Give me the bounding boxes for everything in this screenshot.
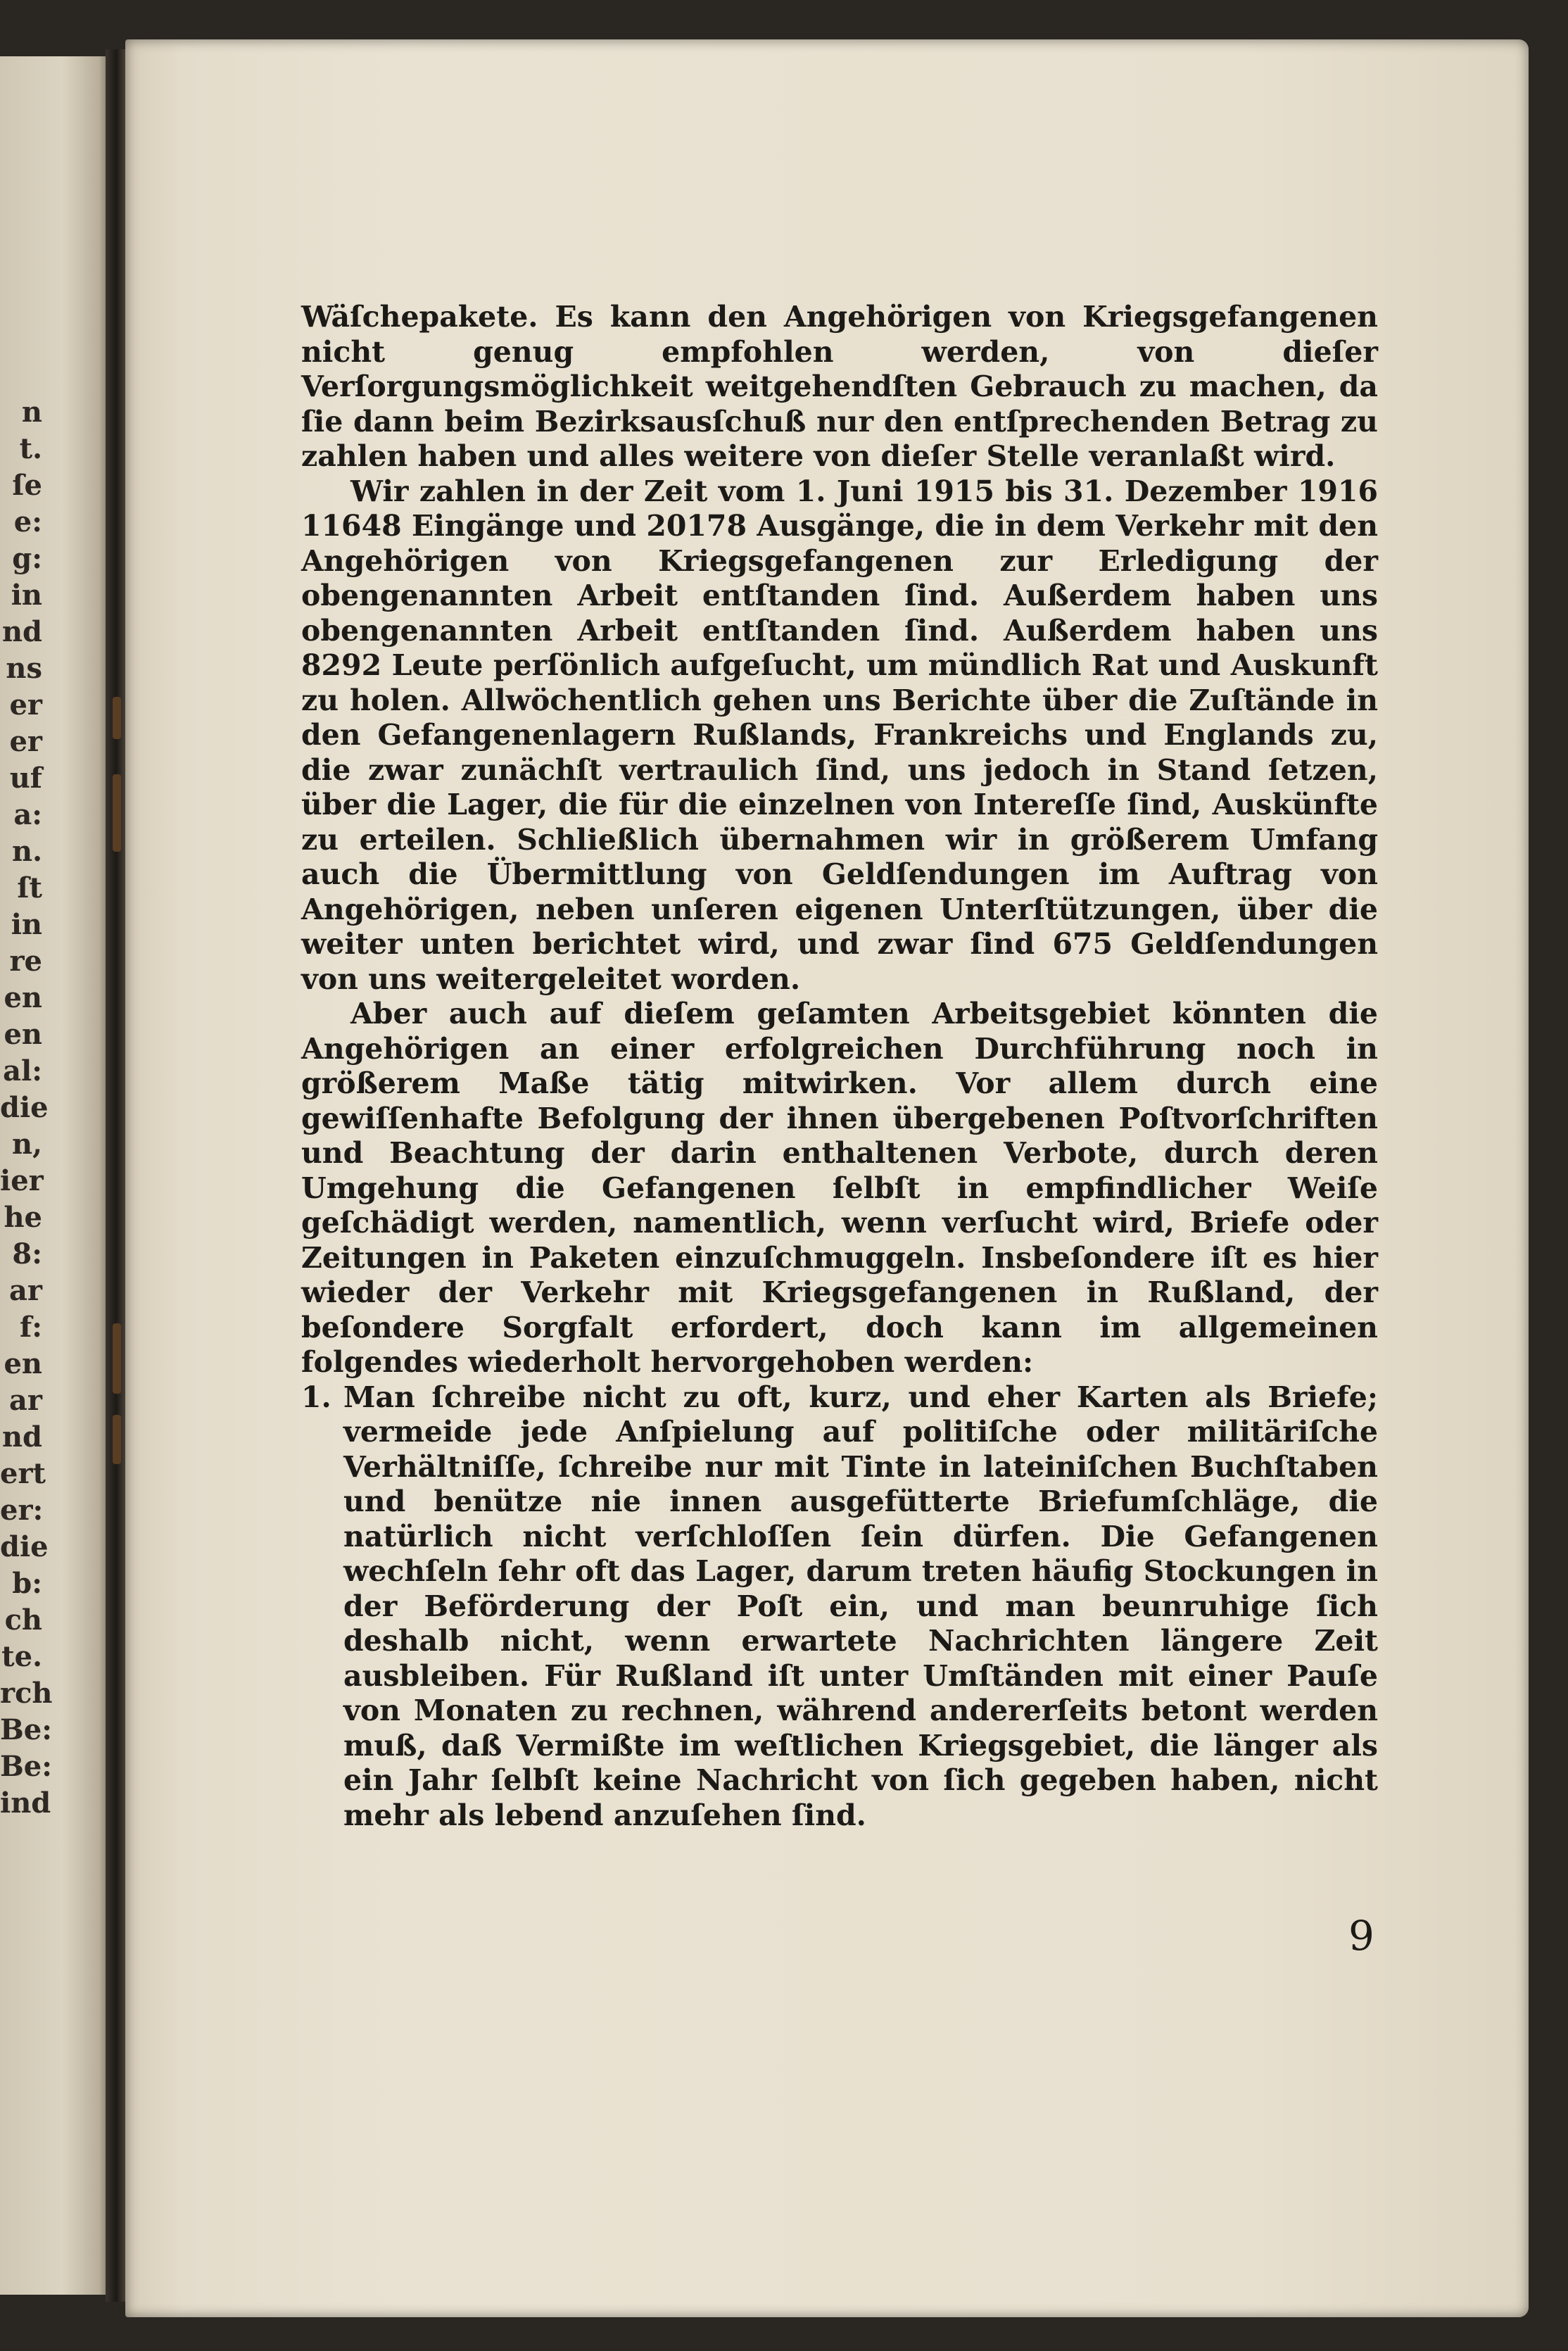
previous-page-fragment: nd — [1, 615, 42, 648]
previous-page-text-fragments — [0, 394, 53, 1822]
binding-thread-mark — [113, 697, 121, 739]
guidelines-list — [301, 1380, 1378, 1834]
previous-page-fragment: er — [9, 725, 42, 758]
previous-page-fragment: 8: — [12, 1237, 42, 1271]
previous-page-fragment: ſt — [17, 871, 42, 905]
previous-page-fragment: e: — [13, 505, 42, 538]
book-gutter — [106, 49, 127, 2302]
previous-page-fragment: he — [4, 1201, 42, 1234]
previous-page-fragment: er: — [0, 1494, 44, 1527]
page-body-text — [301, 300, 1378, 1833]
previous-page-fragment: t. — [19, 432, 42, 465]
previous-page-fragment: n. — [11, 835, 42, 868]
paragraph-statistics: Wir zahlen in der Zeit vom 1. Juni 1915 bis 31. Dezember 1916 11648 Eingänge und 20178 Ausgänge, die in dem Verkehr mit den Angehörigen von Kriegsgefangenen zur Erledigung der obengenannten Arbeit entſtanden ſind. Außerdem haben uns obengenannten Arbeit entſtanden ſind. Außerdem haben uns 8292 Leute perſönlich aufgeſucht, um mündlich Rat und Auskunft zu holen. Allwöchentlich gehen uns Berichte über die Zuſtände in den Gefangenenlagern Rußlands, Frankreichs und Englands zu, die zwar zunächſt vertraulich ſind, uns jedoch in Stand ſetzen, über die Lager, die für die einzelnen von Intereſſe ſind, Auskünfte zu erteilen. Schließlich übernahmen wir in größerem Umfang auch die Übermittlung von Geldſendungen im Auftrag von Angehörigen, neben unſeren eigenen Unterſtützungen, über die weiter unten berichtet wird, und zwar ſind 675 Geldſendungen von uns weitergeleitet worden. — [301, 474, 1378, 996]
list-item-number: 1. — [301, 1380, 331, 1414]
previous-page-fragment: die — [0, 1530, 49, 1563]
previous-page-fragment: ar — [9, 1274, 42, 1307]
previous-page-fragment: in — [11, 579, 42, 612]
previous-page-edge — [0, 56, 113, 2295]
previous-page-fragment: al: — [3, 1054, 42, 1088]
previous-page-fragment: en — [4, 981, 42, 1014]
previous-page-fragment: rch — [0, 1677, 53, 1710]
page-number: 9 — [1348, 1912, 1374, 1960]
previous-page-fragment: uf — [9, 762, 42, 795]
previous-page-fragment: te. — [1, 1640, 42, 1673]
binding-thread-mark — [113, 774, 121, 852]
previous-page-fragment: a: — [13, 798, 42, 831]
binding-thread-mark — [113, 1415, 121, 1464]
previous-page-fragment: er — [9, 688, 42, 721]
book-page — [125, 39, 1529, 2317]
previous-page-fragment: en — [4, 1018, 42, 1051]
list-item — [301, 1380, 1378, 1834]
previous-page-fragment: f: — [20, 1311, 42, 1344]
previous-page-fragment: ns — [6, 652, 42, 685]
previous-page-fragment: re — [9, 945, 42, 978]
previous-page-fragment: ind — [0, 1786, 51, 1820]
previous-page-fragment: ch — [4, 1603, 42, 1637]
previous-page-fragment: nd — [1, 1420, 42, 1454]
previous-page-fragment: b: — [12, 1567, 42, 1600]
previous-page-fragment: ier — [0, 1164, 44, 1197]
previous-page-fragment: g: — [12, 542, 42, 575]
paragraph-waeschepakete: Wäſchepakete. Es kann den Angehörigen von Kriegsgefangenen nicht genug empfohlen werden, von dieſer Verſorgungsmöglichkeit weitgehendſten Gebrauch zu machen, da ſie dann beim Bezirksausſchuß nur den entſprechenden Betrag zu zahlen haben und alles weitere von dieſer Stelle veranlaßt wird. — [301, 300, 1378, 473]
previous-page-fragment: ert — [0, 1457, 46, 1490]
previous-page-fragment: die — [0, 1091, 49, 1124]
previous-page-fragment: n, — [11, 1128, 42, 1161]
binding-thread-mark — [113, 1323, 121, 1394]
previous-page-fragment: in — [11, 908, 42, 941]
previous-page-fragment: Be: — [0, 1750, 53, 1783]
previous-page-fragment: Be: — [0, 1713, 53, 1746]
previous-page-fragment: ſe — [12, 469, 42, 502]
list-item-text: Man ſchreibe nicht zu oft, kurz, und eher Karten als Briefe; vermeide jede Anſpielung auf politiſche oder militäriſche Verhältniſſe, ſchreibe nur mit Tinte in lateiniſchen Buchſtaben und benütze nie innen ausgefütterte Briefumſchläge, die natürlich nicht verſchloſſen ſein dürfen. Die Gefangenen wechſeln ſehr oft das Lager, darum treten häufig Stockungen in der Beförderung der Poſt ein, und man beunruhige ſich deshalb nicht, wenn erwartete Nachrichten längere Zeit ausbleiben. Für Rußland iſt unter Umſtänden mit einer Pauſe von Monaten zu rechnen, während andererſeits betont werden muß, daß Vermißte im weſtlichen Kriegsgebiet, die länger als ein Jahr ſelbſt keine Nachricht von ſich gegeben haben, nicht mehr als lebend anzuſehen ſind. — [343, 1380, 1378, 1832]
paragraph-cooperation: Aber auch auf dieſem geſamten Arbeitsgebiet könnten die Angehörigen an einer erfolgreichen Durchführung noch in größerem Maße tätig mitwirken. Vor allem durch eine gewiſſenhafte Befolgung der ihnen übergebenen Poſtvorſchriften und Beachtung der darin enthaltenen Verbote, durch deren Umgehung die Gefangenen ſelbſt in empfindlicher Weiſe geſchädigt werden, namentlich, wenn verſucht wird, Briefe oder Zeitungen in Paketen einzuſchmuggeln. Insbeſondere iſt es hier wieder der Verkehr mit Kriegsgefangenen in Rußland, der beſondere Sorgfalt erfordert, doch kann im allgemeinen folgendes wiederholt hervorgehoben werden: — [301, 997, 1378, 1379]
previous-page-fragment: ar — [9, 1384, 42, 1417]
previous-page-fragment: en — [4, 1347, 42, 1380]
previous-page-fragment: n — [21, 396, 42, 429]
